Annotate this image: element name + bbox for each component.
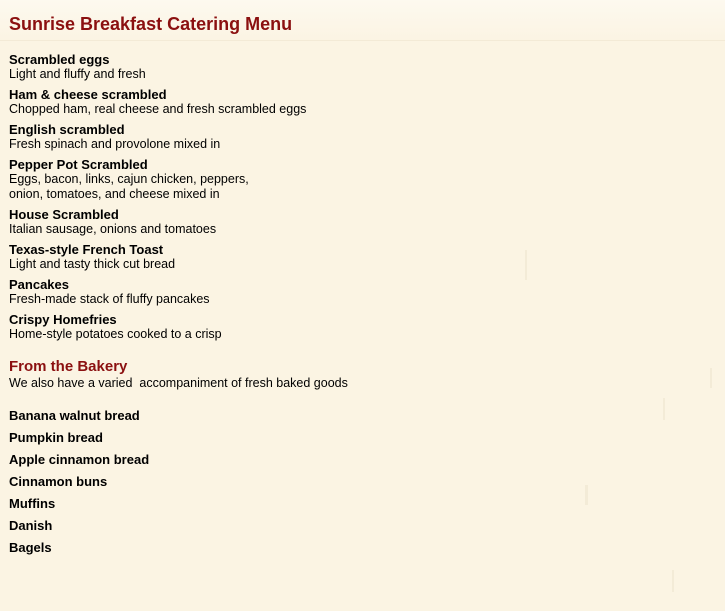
menu-item-house-scrambled — [9, 207, 609, 242]
menu-item-name: Scrambled eggs — [9, 52, 110, 67]
bakery-intro: We also have a varied accompaniment of fresh baked goods — [9, 376, 348, 390]
menu-item-pepper-pot-scrambled — [9, 157, 609, 207]
menu-item-description: Fresh spinach and provolone mixed in — [9, 137, 221, 151]
menu-item-name: Ham & cheese scrambled — [9, 87, 167, 102]
bakery-item: Muffins — [9, 496, 56, 511]
menu-item-description: Fresh-made stack of fluffy pancakes — [9, 292, 210, 306]
menu-item-name: Crispy Homefries — [9, 312, 117, 327]
menu-item-name: House Scrambled — [9, 207, 119, 222]
menu-item-description: Home-style potatoes cooked to a crisp — [9, 327, 222, 341]
menu-item-scrambled-eggs — [9, 52, 609, 87]
menu-list — [9, 52, 609, 347]
background-mark — [663, 398, 665, 420]
bakery-item: Pumpkin bread — [9, 430, 103, 445]
menu-item-name: Texas-style French Toast — [9, 242, 164, 257]
menu-item-description: Chopped ham, real cheese and fresh scrambled eggs — [9, 102, 307, 116]
menu-item-english-scrambled — [9, 122, 609, 157]
background-mark — [710, 368, 712, 388]
menu-item-description: Light and fluffy and fresh — [9, 67, 146, 81]
menu-item-crispy-homefries — [9, 312, 609, 347]
bakery-item: Danish — [9, 518, 53, 533]
menu-item-ham-cheese-scrambled — [9, 87, 609, 122]
menu-item-pancakes — [9, 277, 609, 312]
bakery-list — [9, 408, 149, 562]
menu-item-name: Pancakes — [9, 277, 69, 292]
menu-item-description: Italian sausage, onions and tomatoes — [9, 222, 217, 236]
menu-item-french-toast — [9, 242, 609, 277]
bakery-item: Bagels — [9, 540, 52, 555]
menu-item-description: Eggs, bacon, links, cajun chicken, peppers, onion, tomatoes, and cheese mixed in — [9, 172, 249, 201]
background-mark — [672, 570, 674, 592]
bakery-item: Cinnamon buns — [9, 474, 108, 489]
menu-item-name: English scrambled — [9, 122, 125, 137]
bakery-item: Apple cinnamon bread — [9, 452, 150, 467]
menu-item-description: Light and tasty thick cut bread — [9, 257, 176, 271]
page-title: Sunrise Breakfast Catering Menu — [9, 14, 293, 34]
background-mark — [585, 485, 588, 505]
bakery-item: Banana walnut bread — [9, 408, 140, 423]
menu-item-name: Pepper Pot Scrambled — [9, 157, 148, 172]
bakery-section-title: From the Bakery — [9, 358, 128, 375]
